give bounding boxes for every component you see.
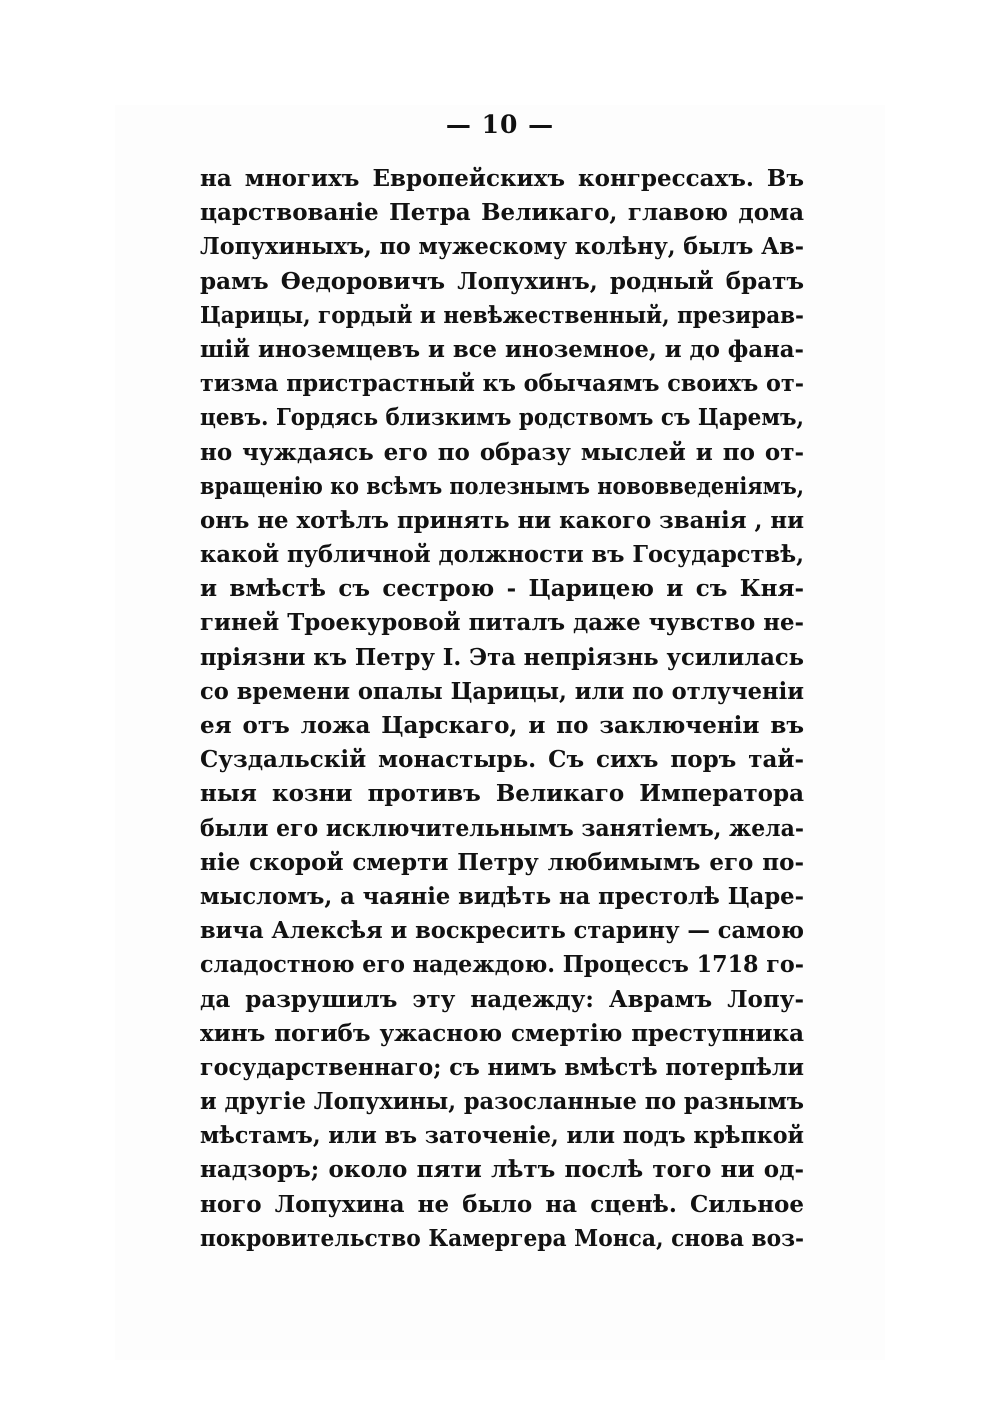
text-line: цевъ. Гордясь близкимъ родствомъ съ Царемъ, [200, 404, 805, 432]
text-line: со времени опалы Царицы, или по отлученіи [200, 677, 804, 705]
text-line: и вмѣстѣ съ сестрою - Царицею и съ Кня- [200, 575, 804, 603]
text-line: и другіе Лопухины, разосланные по разнымъ [200, 1088, 805, 1116]
text-line: государственнаго; съ нимъ вмѣстѣ потерпѣли [200, 1053, 805, 1081]
text-line: Суздальскій монастырь. Съ сихъ поръ тай- [200, 746, 804, 774]
page-number: — 10 — [445, 110, 555, 139]
text-line: онъ не хотѣлъ принять ни какого званія , ни [200, 506, 804, 534]
text-line: надзоръ; около пяти лѣтъ послѣ того ни од- [200, 1156, 804, 1184]
text-line: ея отъ ложа Царскаго, и по заключеніи въ [200, 712, 804, 739]
text-line: хинъ погибъ ужасною смертію преступника [200, 1019, 804, 1047]
text-line: ныя козни противъ Великаго Императора [200, 780, 804, 808]
text-line: мысломъ, а чаяніе видѣть на престолѣ Царе- [200, 882, 804, 910]
text-line: вращенію ко всѣмъ полезнымъ нововведеніямъ, [200, 472, 804, 500]
text-line: ного Лопухина не было на сценѣ. Сильное [200, 1190, 804, 1218]
text-line: на многихъ Европейскихъ конгрессахъ. Въ [200, 165, 804, 192]
text-line: рамъ Ѳедоровичъ Лопухинъ, родный братъ [200, 267, 804, 295]
text-line: сладостною его надеждою. Процессъ 1718 го- [200, 951, 804, 979]
text-line: Лопухиныхъ, по мужескому колѣну, былъ Ав- [200, 233, 804, 261]
body-text [200, 162, 804, 1256]
text-line: тизма пристрастный къ обычаямъ своихъ от- [200, 370, 805, 398]
text-line: мѣстамъ, или въ заточеніе, или подъ крѣпкой [200, 1122, 805, 1150]
text-line: да разрушилъ эту надежду: Аврамъ Лопу- [200, 985, 804, 1013]
text-line: покровительство Камергера Монса, снова воз- [200, 1224, 805, 1252]
text-line: царствованіе Петра Великаго, главою дома [200, 199, 804, 227]
text-line: шій иноземцевъ и все иноземное, и до фана- [200, 335, 804, 363]
text-line: но чуждаясь его по образу мыслей и по от- [200, 438, 804, 466]
text-line: Царицы, гордый и невѣжественный, презирав- [200, 301, 804, 329]
text-line: гиней Троекуровой питалъ даже чувство не- [200, 609, 804, 637]
text-line: какой публичной должности въ Государствѣ, [200, 541, 805, 569]
text-line: были его исключительнымъ занятіемъ, жела- [200, 814, 805, 842]
text-line: пріязни къ Петру I. Эта непріязнь усилилась [200, 643, 804, 671]
text-line: вича Алексѣя и воскресить старину — самою [200, 917, 804, 945]
text-line: ніе скорой смерти Петру любимымъ его по- [200, 848, 804, 876]
